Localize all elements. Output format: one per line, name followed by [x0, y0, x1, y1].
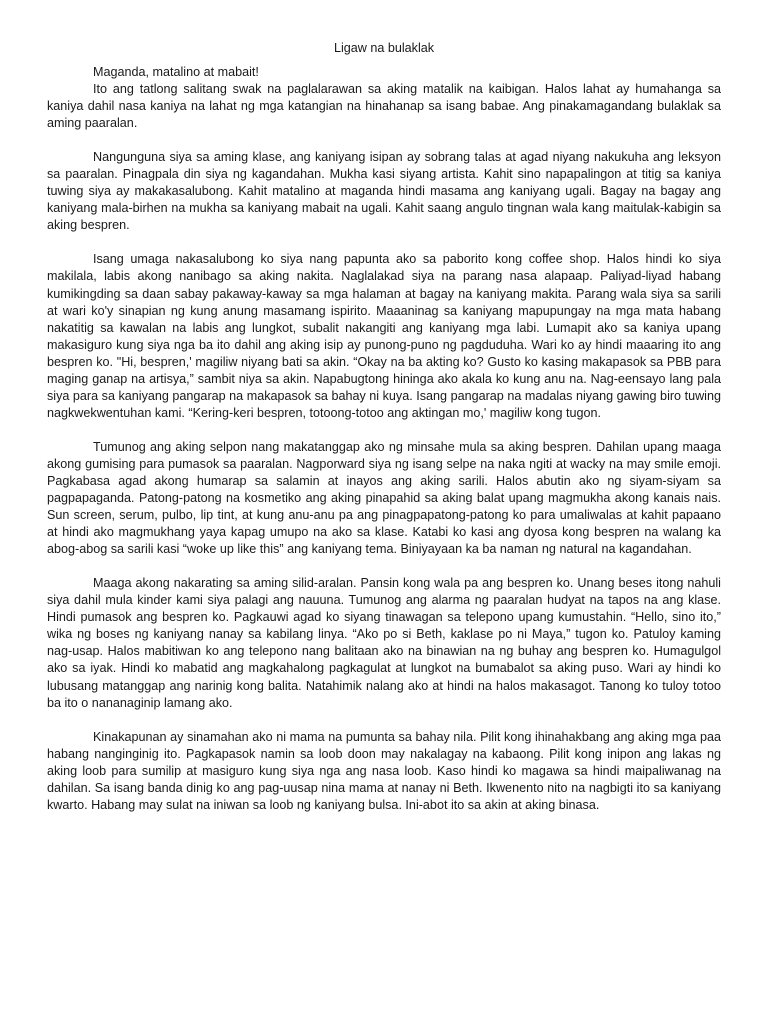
paragraph-5: Maaga akong nakarating sa aming silid-aralan. Pansin kong wala pa ang bespren ko. Unang beses itong nahuli siya dahil mula kinder kami siya palagi ang nauuna. Tumunog ang alarma ng paaralan hudyat na tapos na ang klase. Hindi pumasok ang bespren ko. Pagkauwi agad ko siyang tinawagan sa telepono upang kumustahin. “Hello, sino ito,” wika ng boses ng kaniyang nanay sa kabilang linya. “Ako po si Beth, kaklase po ni Maya,” tugon ko. Patuloy kaming nag-usap. Halos mabitiwan ko ang telepono nang balitaan ako na binawian na ng buhay ang bespren ko. Humagulgol ako sa iyak. Hindi ko mabatid ang magkahalong pagkagulat at lungkot na bumabalot sa aking puso. Wari ay hindi ko lubusang matanggap ang narinig kong balita. Natahimik nalang ako at hindi na halos makasagot. Tanong ko tuloy totoo ba ito o nananaginip lamang ako.	[47, 576, 721, 710]
paragraph-opening-line: Maganda, matalino at mabait!	[93, 65, 259, 79]
paragraph-3: Isang umaga nakasalubong ko siya nang papunta ako sa paborito kong coffee shop. Halos hindi ko siya makilala, labis akong nanibago sa aking nakita. Naglalakad siya na parang nasa alapaap. Paliyad-liyad habang kumikingding sa daan sabay pakaway-kaway sa mga halaman at bagay na kaniyang makita. Parang wala siya sa sarili at wari ko'y sinapian ng kung anung masamang ispirito. Maaaninag sa kaniyang mapupungay na mga mata habang nakatitig sa kawalan na labis ang lungkot, subalit nakangiti ang kaniyang mga labi. Lumapit ako sa kaniya upang makasiguro kung siya nga ba ito dahil ang aking isip ay punong-puno ng pagduduha. Wari ko ay hindi maaaring ito ang bespren ko. "Hi, bespren,' magiliw niyang bati sa akin. “Okay na ba akting ko? Gusto ko kasing makapasok sa PBB para maging ganap na artisya,” sambit niya sa akin. Napabugtong hininga ako akala ko kung anu na. Nag-eensayo lang pala siya para sa kaniyang pangarap na makapasok sa bahay ni kuya. Isang pangarap na madalas niyang gawing biro tuwing nagkwekwentuhan kami. “Kering-keri bespren, totoong-totoo ang aktingan mo,' magiliw kong tugon.	[47, 252, 721, 420]
paragraph-4: Tumunog ang aking selpon nang makatanggap ako ng minsahe mula sa aking bespren. Dahilan upang maaga akong gumising para pumasok sa paaralan. Nagporward siya ng isang selpe na naka ngiti at wacky na may smile emoji. Pagkabasa agad akong humarap sa salamin at inayos ang aking sarili. Halos abutin ako ng siyam-siyam sa pagpapaganda. Patong-patong na kosmetiko ang aking pinapahid sa aking balat upang magmukha akong kanais nais. Sun screen, serum, pulbo, lip tint, at kung anu-anu pa ang pinagpapatong-patong ko para umaliwalas at kahit papaano at hindi ako magmukhang yaya kapag umupo na ako sa klase. Katabi ko kasi ang dyosa kong bespren na walang ka abog-abog sa sarili kasi “woke up like this” ang kaniyang tema. Biniyayaan ka ba naman ng natural na kagandahan.	[47, 439, 721, 557]
document-page	[47, 40, 721, 814]
paragraph-intro: Ito ang tatlong salitang swak na paglalarawan sa aking matalik na kaibigan. Halos lahat ay humahanga sa kaniya dahil nasa kaniya na lahat ng mga katangian na hinahanap sa isang babae. Ang pinakamagandang bulaklak sa aming paaralan.	[47, 82, 721, 131]
document-title: Ligaw na bulaklak	[333, 41, 435, 55]
paragraph-2: Nangunguna siya sa aming klase, ang kaniyang isipan ay sobrang talas at agad niyang nakukuha ang leksyon sa paaralan. Pinagpala din siya ng kagandahan. Mukha kasi siyang artista. Kahit sino napapalingon at titig sa kaniya tuwing siya ay makakasalubong. Kahit matalino at maganda hindi masama ang kaniyang ugali. Bagay na bagay ang kaniyang mala-birhen na mukha sa kaniyang mabait na ugali. Kahit saang angulo tingnan wala kang maitulak-kabigin sa aking bespren.	[47, 150, 721, 233]
paragraph-6: Kinakapunan ay sinamahan ako ni mama na pumunta sa bahay nila. Pilit kong ihinahakbang ang aking mga paa habang nanginginig ito. Pagkapasok namin sa loob doon may nakalagay na kabaong. Pilit kong inipon ang lakas ng aking loob para sumilip at masiguro kung siya nga ang nasa loob. Kaso hindi ko magawa sa hindi maipaliwanag na dahilan. Sa isang banda dinig ko ang pag-uusap nina mama at nanay ni Beth. Ikwenento nito na nagbigti ito sa kaniyang kwarto. Habang may sulat na iniwan sa loob ng kaniyang bulsa. Ini-abot ito sa akin at aking binasa.	[47, 729, 721, 812]
